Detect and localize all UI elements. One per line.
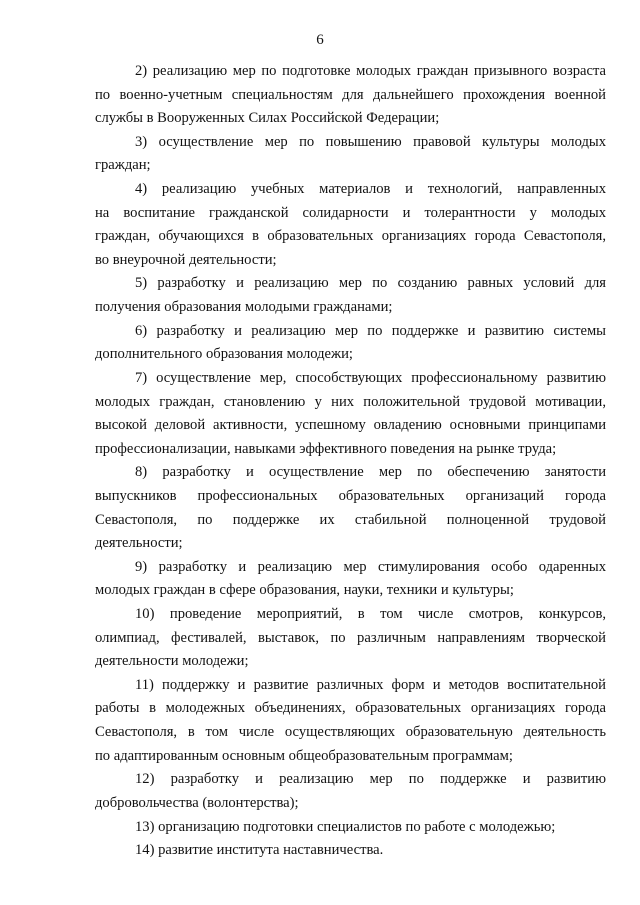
text-line: во внеурочной деятельности; [95, 251, 277, 268]
text-line: 12) разработку и реализацию мер по поддержке и развитию [135, 771, 606, 788]
list-item [95, 556, 606, 603]
list-item [95, 367, 606, 461]
list-item [95, 178, 606, 272]
list-item [95, 320, 606, 367]
text-line: 5) разработку и реализацию мер по созданию равных условий для [135, 275, 606, 292]
list-item [95, 60, 606, 131]
text-line: 13) организацию подготовки специалистов по работе с молодежью; [135, 818, 556, 835]
list-item [95, 461, 606, 555]
text-line: молодых граждан в сфере образования, науки, техники и культуры; [95, 582, 514, 599]
text-line: по военно-учетным специальностям для дальнейшего прохождения военной [95, 86, 606, 103]
list-item [95, 674, 606, 768]
list-item [95, 131, 606, 178]
text-line: деятельности молодежи; [95, 653, 249, 670]
list-item [95, 272, 606, 319]
list-item [95, 839, 606, 863]
text-line: 9) разработку и реализацию мер стимулирования особо одаренных [135, 558, 606, 575]
text-line: 6) разработку и реализацию мер по поддержке и развитию системы [135, 322, 606, 339]
text-line: молодых граждан, становлению у них положительной трудовой мотивации, [95, 393, 606, 410]
text-line: выпускников профессиональных образовательных организаций города [95, 487, 606, 504]
list-item [95, 603, 606, 674]
text-line: работы в молодежных объединениях, образовательных организациях города [95, 700, 606, 717]
text-line: 10) проведение мероприятий, в том числе смотров, конкурсов, [135, 606, 606, 623]
text-line: граждан, обучающихся в образовательных организациях города Севастополя, [95, 228, 606, 245]
text-line: Севастополя, в том числе осуществляющих образовательную деятельность [95, 724, 606, 741]
text-line: олимпиад, фестивалей, выставок, по различным направлениям творческой [95, 629, 606, 646]
text-line: службы в Вооруженных Силах Российской Федерации; [95, 110, 440, 127]
text-line: 3) осуществление мер по повышению правовой культуры молодых [135, 133, 606, 150]
text-line: 2) реализацию мер по подготовке молодых граждан призывного возраста [135, 63, 606, 79]
list-item [95, 816, 606, 840]
document-body [95, 60, 606, 863]
page-number: 6 [316, 32, 324, 48]
text-line: получения образования молодыми гражданами; [95, 299, 393, 316]
text-line: на воспитание гражданской солидарности и толерантности у молодых [95, 204, 606, 221]
list-item [95, 768, 606, 815]
text-line: граждан; [95, 157, 151, 174]
text-line: добровольчества (волонтерства); [95, 794, 299, 811]
text-line: Севастополя, по поддержке их стабильной полноценной трудовой [95, 511, 606, 528]
text-line: по адаптированным основным общеобразовательным программам; [95, 747, 513, 764]
text-line: 14) развитие института наставничества. [135, 842, 384, 859]
text-line: 11) поддержку и развитие различных форм и методов воспитательной [135, 676, 606, 693]
text-line: деятельности; [95, 535, 183, 552]
text-line: 4) реализацию учебных материалов и технологий, направленных [135, 181, 606, 198]
text-line: дополнительного образования молодежи; [95, 346, 353, 363]
text-line: высокой деловой активности, успешному овладению основными принципами [95, 417, 606, 434]
text-line: профессионализации, навыками эффективного поведения на рынке труда; [95, 440, 557, 457]
text-line: 8) разработку и осуществление мер по обеспечению занятости [135, 464, 606, 481]
text-line: 7) осуществление мер, способствующих профессиональному развитию [135, 369, 606, 386]
